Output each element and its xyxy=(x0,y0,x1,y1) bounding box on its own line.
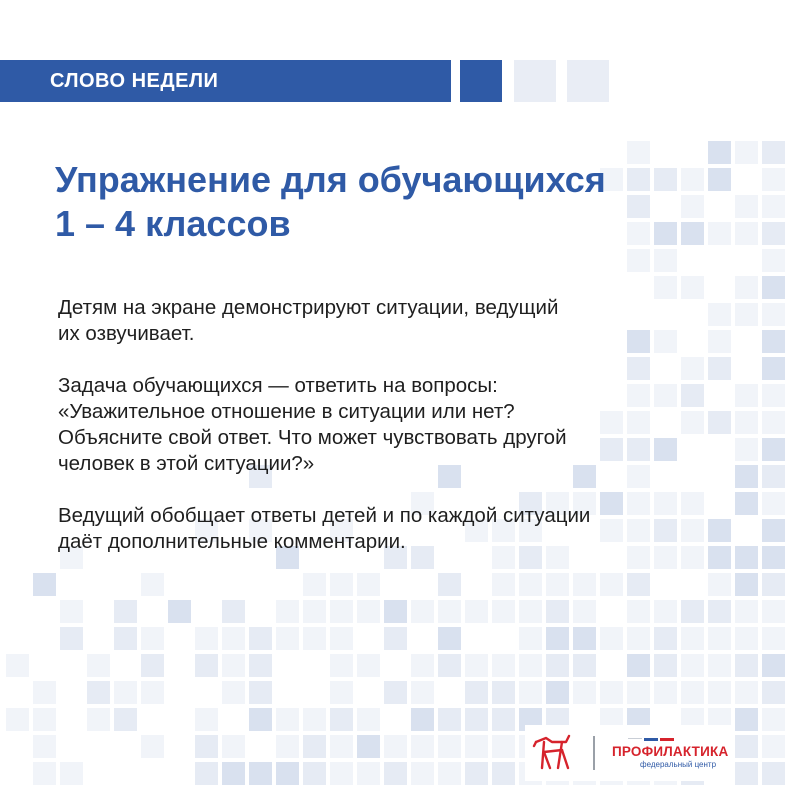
mosaic-tile xyxy=(411,735,434,758)
mosaic-tile xyxy=(222,735,245,758)
mosaic-tile xyxy=(762,519,785,542)
mosaic-tile xyxy=(465,708,488,731)
mosaic-tile xyxy=(465,600,488,623)
mosaic-tile xyxy=(762,600,785,623)
mosaic-tile xyxy=(681,627,704,650)
mosaic-tile xyxy=(762,762,785,785)
mosaic-tile xyxy=(114,600,137,623)
mosaic-tile xyxy=(762,384,785,407)
mosaic-tile xyxy=(708,681,731,704)
mosaic-tile xyxy=(735,600,758,623)
mosaic-tile xyxy=(465,762,488,785)
mosaic-tile xyxy=(654,654,677,677)
mosaic-tile xyxy=(411,681,434,704)
text-line: «Уважительное отношение в ситуации или нет? xyxy=(58,400,515,423)
mosaic-tile xyxy=(573,600,596,623)
mosaic-tile xyxy=(600,681,623,704)
mosaic-tile xyxy=(330,762,353,785)
mosaic-tile xyxy=(762,222,785,245)
mosaic-tile xyxy=(438,735,461,758)
mosaic-tile xyxy=(438,600,461,623)
mosaic-tile xyxy=(195,762,218,785)
mosaic-tile xyxy=(33,573,56,596)
logo-subtitle: федеральный центр xyxy=(640,760,717,769)
mosaic-tile xyxy=(546,627,569,650)
mosaic-tile xyxy=(735,708,758,731)
mosaic-tile xyxy=(249,627,272,650)
mosaic-tile xyxy=(303,762,326,785)
mosaic-tile xyxy=(735,762,758,785)
mosaic-tile xyxy=(438,654,461,677)
mosaic-tile xyxy=(762,303,785,326)
text-line: их озвучивает. xyxy=(58,322,195,345)
mosaic-tile xyxy=(249,708,272,731)
mosaic-tile xyxy=(249,654,272,677)
mosaic-tile xyxy=(87,681,110,704)
mosaic-tile xyxy=(276,627,299,650)
mosaic-tile xyxy=(627,249,650,272)
mosaic-tile xyxy=(465,654,488,677)
mosaic-tile xyxy=(60,762,83,785)
title-line: 1 – 4 классов xyxy=(55,203,291,244)
mosaic-tile xyxy=(438,762,461,785)
mosaic-tile xyxy=(465,681,488,704)
mosaic-tile xyxy=(735,681,758,704)
flag-stripe-blue xyxy=(644,738,658,741)
mosaic-tile xyxy=(762,465,785,488)
mosaic-tile xyxy=(627,627,650,650)
mosaic-tile xyxy=(357,708,380,731)
mosaic-tile xyxy=(654,249,677,272)
mosaic-tile xyxy=(492,708,515,731)
mosaic-tile xyxy=(762,627,785,650)
paragraph xyxy=(58,503,758,555)
header-label: СЛОВО НЕДЕЛИ xyxy=(50,70,219,92)
mosaic-tile xyxy=(762,141,785,164)
mosaic-tile xyxy=(141,735,164,758)
mosaic-tile xyxy=(600,627,623,650)
mosaic-tile xyxy=(276,708,299,731)
mosaic-tile xyxy=(195,627,218,650)
mosaic-tile xyxy=(195,654,218,677)
mosaic-tile xyxy=(519,681,542,704)
mosaic-tile xyxy=(627,681,650,704)
flag-stripe-red xyxy=(660,738,674,741)
mosaic-tile xyxy=(492,600,515,623)
mosaic-tile xyxy=(303,708,326,731)
mosaic-tile xyxy=(762,654,785,677)
mosaic-tile xyxy=(141,681,164,704)
mosaic-tile xyxy=(438,627,461,650)
mosaic-tile xyxy=(519,654,542,677)
text-line: Задача обучающихся — ответить на вопросы: xyxy=(58,374,498,397)
mosaic-tile xyxy=(384,627,407,650)
mosaic-tile xyxy=(546,600,569,623)
mosaic-tile xyxy=(6,654,29,677)
mosaic-tile xyxy=(276,762,299,785)
text-line: Ведущий обобщает ответы детей и по каждой ситуации xyxy=(58,504,591,527)
mosaic-tile xyxy=(708,654,731,677)
mosaic-tile xyxy=(222,654,245,677)
mosaic-tile xyxy=(762,357,785,380)
mosaic-tile xyxy=(519,627,542,650)
text-line: человек в этой ситуации?» xyxy=(58,452,315,475)
mosaic-tile xyxy=(492,735,515,758)
mosaic-tile xyxy=(303,627,326,650)
mosaic-tile xyxy=(654,600,677,623)
horse-figure-icon xyxy=(532,730,572,774)
mosaic-tile xyxy=(276,735,299,758)
mosaic-tile xyxy=(384,681,407,704)
mosaic-tile xyxy=(762,276,785,299)
mosaic-tile xyxy=(384,735,407,758)
paragraph xyxy=(58,373,758,477)
mosaic-tile xyxy=(276,600,299,623)
mosaic-tile xyxy=(654,681,677,704)
mosaic-tile xyxy=(357,600,380,623)
mosaic-tile xyxy=(330,627,353,650)
mosaic-tile xyxy=(762,438,785,461)
mosaic-tile xyxy=(33,735,56,758)
mosaic-tile xyxy=(573,654,596,677)
header-square-dark xyxy=(460,60,502,102)
mosaic-tile xyxy=(762,573,785,596)
mosaic-tile xyxy=(249,681,272,704)
mosaic-tile xyxy=(627,600,650,623)
mosaic-tile xyxy=(735,735,758,758)
mosaic-tile xyxy=(708,627,731,650)
logo-name: ПРОФИЛАКТИКА xyxy=(612,744,729,759)
mosaic-tile xyxy=(303,600,326,623)
mosaic-tile xyxy=(33,681,56,704)
header-square-light xyxy=(567,60,609,102)
mosaic-tile xyxy=(357,654,380,677)
mosaic-tile xyxy=(735,654,758,677)
mosaic-tile xyxy=(330,735,353,758)
mosaic-tile xyxy=(411,762,434,785)
mosaic-tile xyxy=(33,762,56,785)
mosaic-tile xyxy=(249,762,272,785)
mosaic-tile xyxy=(546,681,569,704)
mosaic-tile xyxy=(681,654,704,677)
text-line: даёт дополнительные комментарии. xyxy=(58,530,406,553)
mosaic-tile xyxy=(330,708,353,731)
mosaic-tile xyxy=(762,681,785,704)
mosaic-tile xyxy=(492,681,515,704)
mosaic-tile xyxy=(735,627,758,650)
mosaic-tile xyxy=(330,681,353,704)
mosaic-tile xyxy=(222,627,245,650)
mosaic-tile xyxy=(762,330,785,353)
mosaic-tile xyxy=(168,600,191,623)
mosaic-tile xyxy=(681,681,704,704)
mosaic-tile xyxy=(762,411,785,434)
flag-stripe-white xyxy=(628,738,642,742)
mosaic-tile xyxy=(222,762,245,785)
mosaic-tile xyxy=(681,600,704,623)
text-line: Детям на экране демонстрируют ситуации, ведущий xyxy=(58,296,559,319)
mosaic-tile xyxy=(762,249,785,272)
page-title xyxy=(55,158,755,246)
mosaic-tile xyxy=(60,600,83,623)
mosaic-tile xyxy=(411,600,434,623)
body-text xyxy=(58,295,758,581)
mosaic-tile xyxy=(762,168,785,191)
mosaic-tile xyxy=(411,654,434,677)
mosaic-tile xyxy=(519,600,542,623)
mosaic-tile xyxy=(762,195,785,218)
mosaic-tile xyxy=(222,681,245,704)
mosaic-tile xyxy=(762,492,785,515)
mosaic-tile xyxy=(330,654,353,677)
mosaic-tile xyxy=(33,708,56,731)
mosaic-tile xyxy=(330,600,353,623)
text-line: Объясните свой ответ. Что может чувствовать другой xyxy=(58,426,567,449)
mosaic-tile xyxy=(114,681,137,704)
mosaic-tile xyxy=(384,600,407,623)
mosaic-tile xyxy=(114,627,137,650)
mosaic-tile xyxy=(6,708,29,731)
mosaic-tile xyxy=(708,600,731,623)
mosaic-tile xyxy=(438,708,461,731)
mosaic-tile xyxy=(762,735,785,758)
mosaic-tile xyxy=(627,654,650,677)
mosaic-tile xyxy=(573,681,596,704)
mosaic-tile xyxy=(141,627,164,650)
header-square-light xyxy=(514,60,556,102)
mosaic-tile xyxy=(114,708,137,731)
mosaic-tile xyxy=(762,546,785,569)
mosaic-tile xyxy=(60,627,83,650)
mosaic-tile xyxy=(492,762,515,785)
mosaic-tile xyxy=(222,600,245,623)
logo-divider xyxy=(593,736,595,770)
title-line: Упражнение для обучающихся xyxy=(55,159,606,200)
mosaic-tile xyxy=(87,708,110,731)
mosaic-tile xyxy=(411,708,434,731)
mosaic-tile xyxy=(195,708,218,731)
mosaic-tile xyxy=(384,762,407,785)
paragraph xyxy=(58,295,758,347)
mosaic-tile xyxy=(195,735,218,758)
mosaic-tile xyxy=(141,654,164,677)
mosaic-tile xyxy=(87,654,110,677)
mosaic-tile xyxy=(303,735,326,758)
mosaic-tile xyxy=(546,654,569,677)
header-banner xyxy=(0,60,451,102)
mosaic-tile xyxy=(573,627,596,650)
mosaic-tile xyxy=(654,627,677,650)
mosaic-tile xyxy=(762,708,785,731)
mosaic-tile xyxy=(492,654,515,677)
mosaic-tile xyxy=(465,735,488,758)
mosaic-tile xyxy=(357,762,380,785)
mosaic-tile xyxy=(357,735,380,758)
